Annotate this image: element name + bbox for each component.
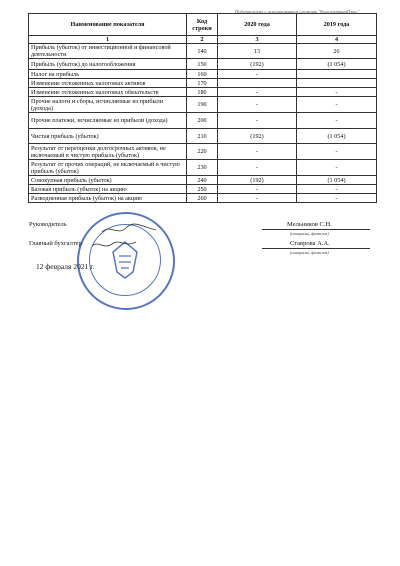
table-row [29,194,377,203]
row-value-2019: (1 054) [297,176,377,185]
row-code: 190 [187,97,218,113]
head-name: Мельников С.Н. [287,221,332,228]
row-value-2019: - [297,185,377,194]
accountant-caption: (инициалы, фамилия) [290,250,329,255]
row-label: Прочие налоги и сборы, исчисляемые из прибыли (дохода) [29,97,187,113]
row-label: Базовая прибыль (убыток) на акцию [29,185,187,194]
row-label: Совокупная прибыль (убыток) [29,176,187,185]
row-label: Прибыль (убыток) до налогообложения [29,59,187,70]
table-row [29,129,377,144]
table-row [29,88,377,97]
row-value-2019: - [297,144,377,160]
row-value-2019: (1 054) [297,129,377,144]
row-value-2019: - [297,113,377,129]
row-label: Разводненная прибыль (убыток) на акцию [29,194,187,203]
accountant-label: Главный бухгалтер [29,240,82,247]
row-value-2020: (192) [218,59,297,70]
head-caption: (инициалы, фамилия) [290,231,329,236]
table-row [29,113,377,129]
table-row [29,176,377,185]
row-code: 200 [187,113,218,129]
row-code: 150 [187,59,218,70]
row-value-2020: - [218,88,297,97]
row-code: 220 [187,144,218,160]
row-value-2019: (1 054) [297,59,377,70]
row-code: 210 [187,129,218,144]
row-code: 230 [187,160,218,176]
accountant-name: Ставрова А.А. [290,240,330,247]
row-code: 180 [187,88,218,97]
row-value-2020: - [218,97,297,113]
header-num-1: 1 [29,36,187,44]
row-value-2019: 26 [297,44,377,59]
report-table [28,13,377,203]
row-label: Прочие платежи, исчисляемые из прибыли (дохода) [29,113,187,129]
table-row [29,59,377,70]
header-code: Код строки [187,14,218,36]
row-value-2019: - [297,194,377,203]
accountant-signature [90,238,140,252]
row-label: Результат от прочих операций, не включаемый в чистую прибыль (убыток) [29,160,187,176]
report-date: 12 февраля 2021 г. [36,262,95,271]
row-value-2020: 13 [218,44,297,59]
row-value-2020: - [218,144,297,160]
row-code: 140 [187,44,218,59]
head-signature-line [262,229,370,230]
row-code: 160 [187,70,218,79]
table-row [29,79,377,88]
row-value-2020: - [218,113,297,129]
row-label: Результат от переоценки долгосрочных активов, не включаемый в чистую прибыль (убыток) [29,144,187,160]
row-code: 260 [187,194,218,203]
row-value-2020: - [218,185,297,194]
consultant-note: Подготовлено с использованием системы "КонсультантПлюс" [235,9,360,14]
row-value-2019: - [297,160,377,176]
row-code: 250 [187,185,218,194]
table-row [29,70,377,79]
row-value-2019 [297,70,377,79]
row-value-2019: - [297,97,377,113]
row-value-2020: - [218,160,297,176]
header-num-4: 4 [297,36,377,44]
row-label: Изменение отложенных налоговых активов [29,79,187,88]
head-signature [100,222,160,236]
row-value-2019 [297,79,377,88]
table-row [29,144,377,160]
accountant-signature-line [262,248,370,249]
row-value-2020: - [218,70,297,79]
row-label: Изменение отложенных налоговых обязательств [29,88,187,97]
row-value-2020: (192) [218,129,297,144]
row-value-2020: (192) [218,176,297,185]
header-indicator: Наименование показателя [29,14,187,36]
header-2019: 2019 года [297,14,377,36]
header-2020: 2020 года [218,14,297,36]
header-num-2: 2 [187,36,218,44]
table-row [29,185,377,194]
head-label: Руководитель [29,221,67,228]
row-value-2019: - [297,88,377,97]
row-label: Прибыль (убыток) от инвестиционной и финансовой деятельности [29,44,187,59]
row-code: 170 [187,79,218,88]
table-row [29,160,377,176]
row-value-2020: - [218,194,297,203]
row-label: Чистая прибыль (убыток) [29,129,187,144]
row-value-2020 [218,79,297,88]
table-row [29,97,377,113]
table-row [29,44,377,59]
row-code: 240 [187,176,218,185]
row-label: Налог на прибыль [29,70,187,79]
header-num-3: 3 [218,36,297,44]
